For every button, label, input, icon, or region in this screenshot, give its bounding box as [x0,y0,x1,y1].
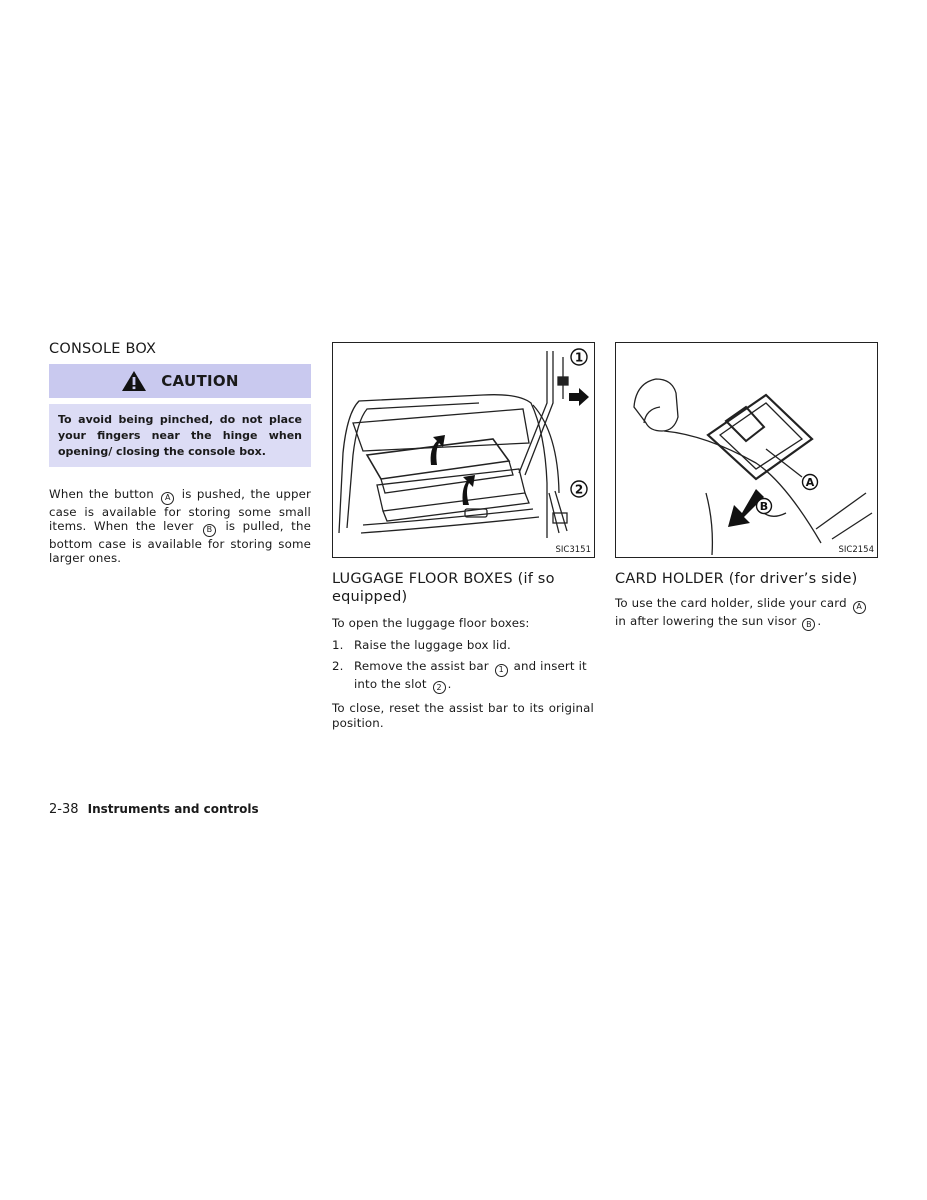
callout-b-icon: B [203,524,216,537]
figure-label-b: B [759,500,769,513]
callout-a-icon: A [161,492,174,505]
figure-code: SIC2154 [838,545,874,555]
page-footer [49,798,259,817]
list-item: 2. Remove the assist bar 1 and insert it into the slot 2 . [332,659,594,694]
figure-callout-1: 1 [574,350,584,365]
luggage-close-paragraph: To close, reset the assist bar to its original position. [332,701,594,730]
callout-b-icon: B [802,618,815,631]
card-holder-illustration [616,343,877,557]
right-column [615,570,881,631]
warning-icon [121,370,147,392]
callout-2-icon: 2 [433,681,446,694]
card-holder-paragraph: To use the card holder, slide your card A in after lowering the sun visor B . [615,596,881,631]
caution-header [49,364,311,398]
figure-callout-2: 2 [574,482,584,497]
left-column [49,340,311,566]
middle-column [332,570,594,730]
caution-box [49,364,311,467]
luggage-illustration [333,343,594,557]
luggage-floor-boxes-figure [332,342,595,558]
callout-a-icon: A [853,601,866,614]
luggage-floor-boxes-heading: LUGGAGE FLOOR BOXES (if so equipped) [332,571,555,605]
console-box-heading: CONSOLE BOX [49,341,157,357]
console-box-paragraph: When the button A is pushed, the upper case is available for storing some small items. When the lever B is pulled, the bottom case is available for storing some larger ones. [49,487,311,566]
caution-title: CAUTION [161,372,239,390]
figure-code: SIC3151 [555,545,591,555]
caution-text: To avoid being pinched, do not place your fingers near the hinge when opening/ closing the console box. [49,404,311,467]
luggage-intro: To open the luggage floor boxes: [332,616,530,630]
section-title: Instruments and controls [87,802,259,816]
callout-1-icon: 1 [495,664,508,677]
page-number: 2-38 [49,802,79,817]
list-item: 1. Raise the luggage box lid. [332,637,511,652]
card-holder-heading: CARD HOLDER (for driver’s side) [615,571,858,587]
card-holder-figure [615,342,878,558]
figure-label-a: A [805,476,815,489]
